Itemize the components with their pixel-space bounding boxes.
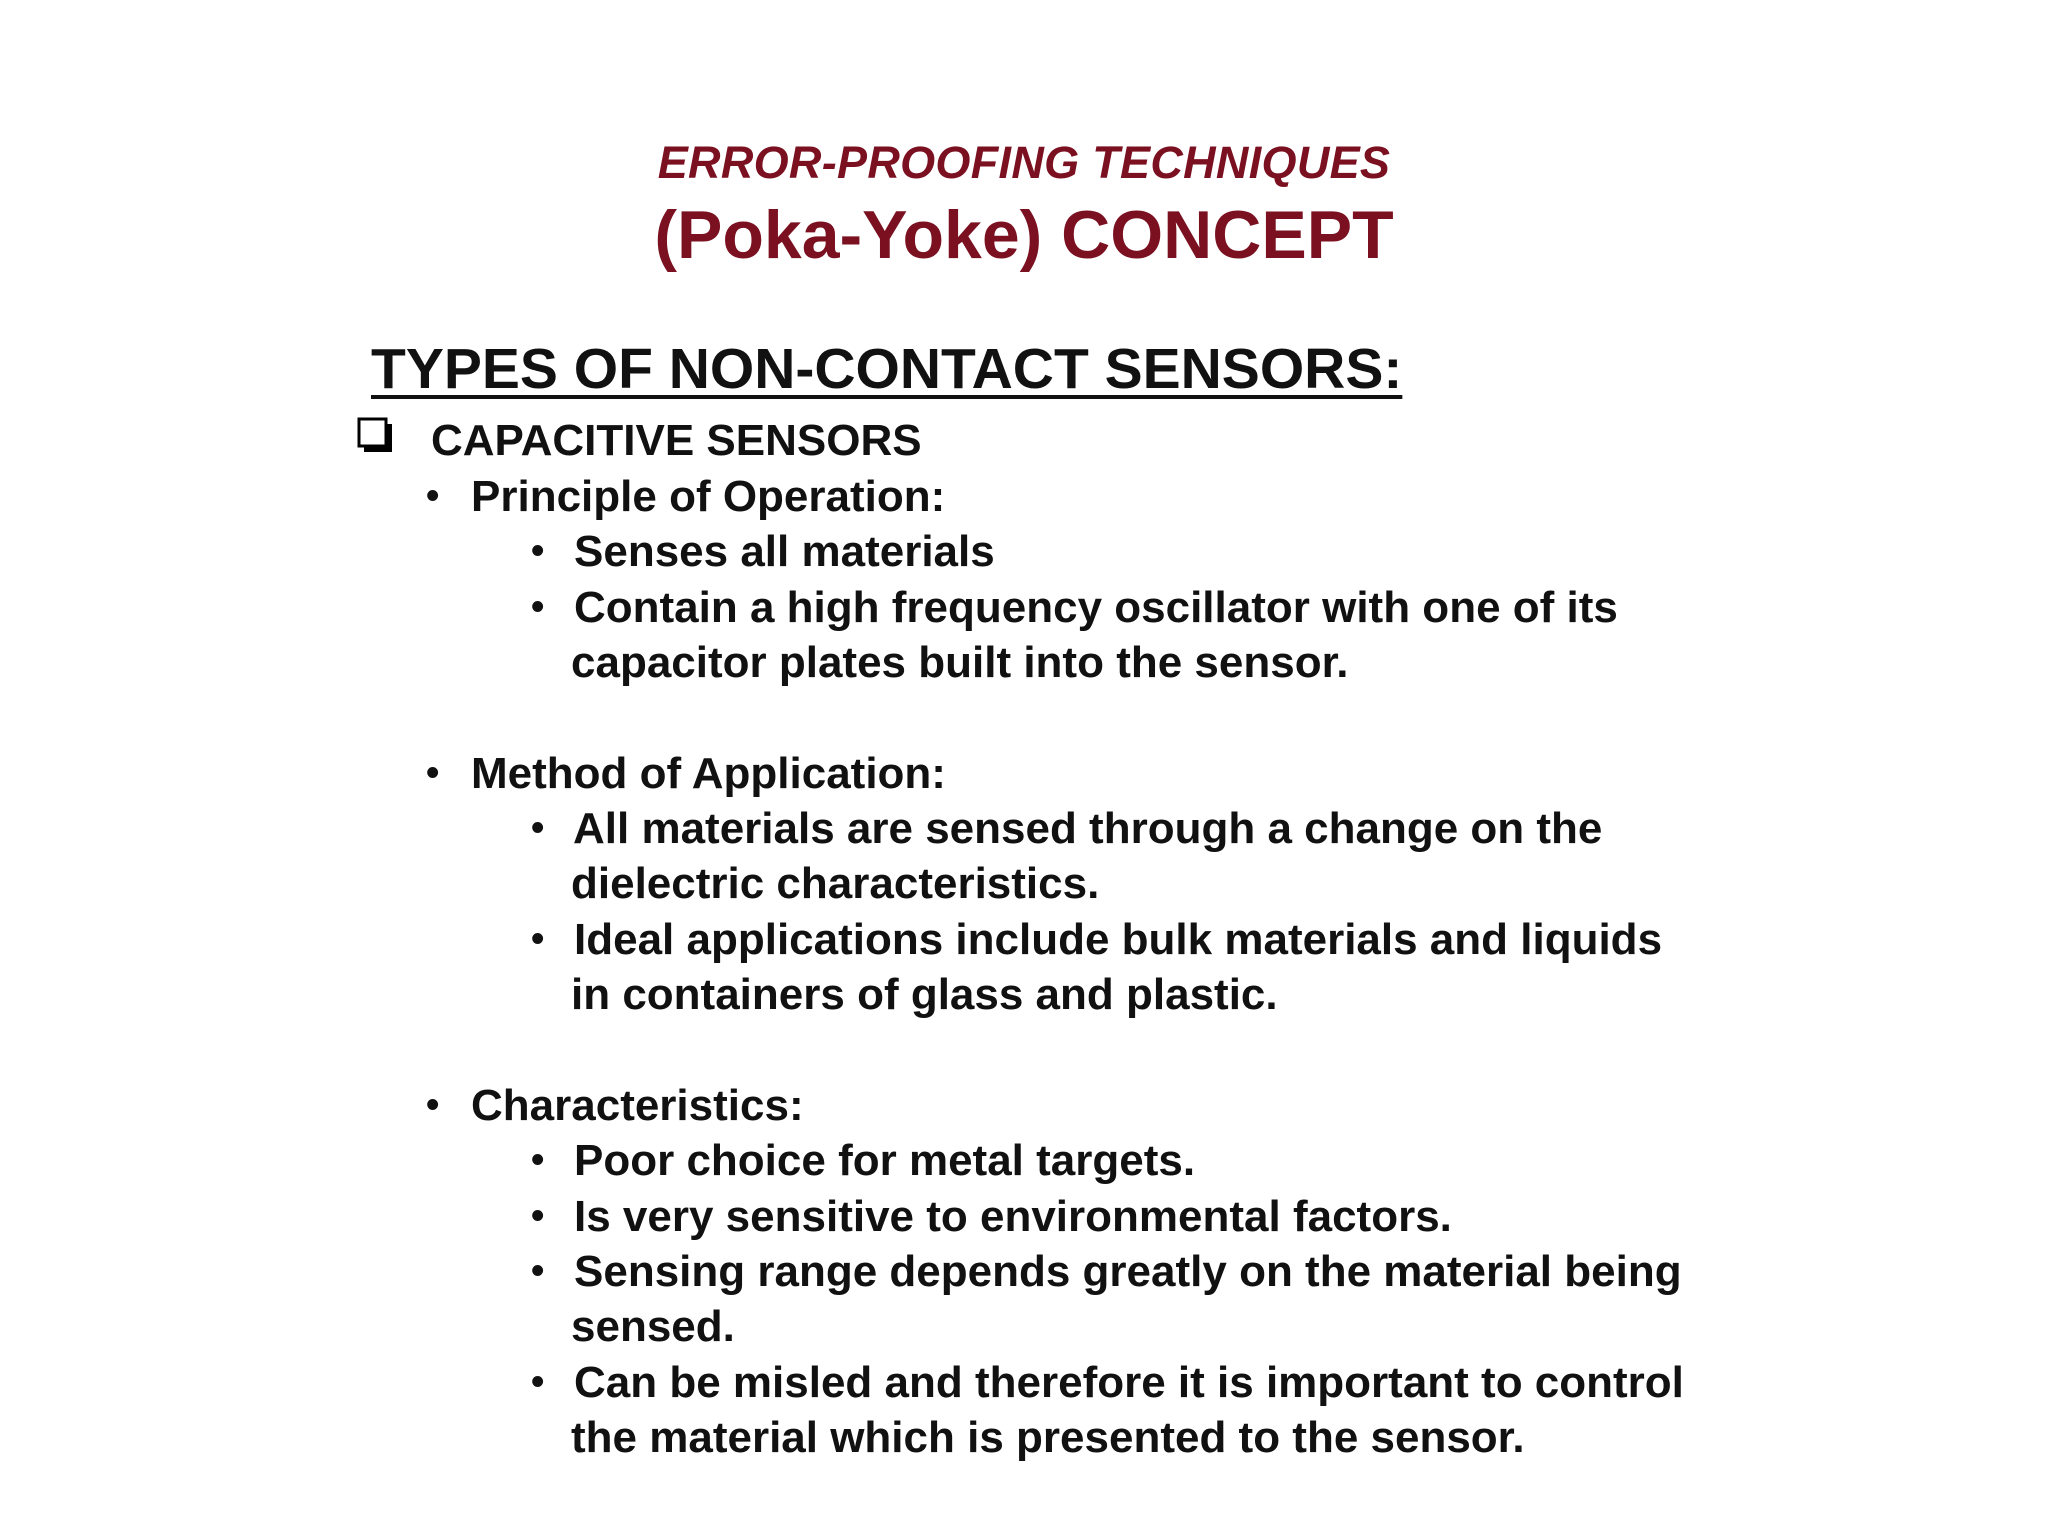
- bullet-marker: •: [531, 1250, 545, 1292]
- list-item: Is very sensitive to environmental factors.: [574, 1192, 1452, 1241]
- bullet-marker: •: [531, 586, 545, 628]
- list-item-continuation: dielectric characteristics.: [571, 859, 1100, 908]
- list-item: Senses all materials: [574, 527, 995, 576]
- group-title-method: Method of Application:: [471, 749, 946, 798]
- list-item-continuation: sensed.: [571, 1302, 735, 1351]
- capacitive-sensors-label: CAPACITIVE SENSORS: [431, 416, 922, 465]
- bullet-marker: •: [426, 1084, 440, 1126]
- bullet-marker: •: [531, 1139, 545, 1181]
- bullet-marker: •: [531, 1195, 545, 1237]
- list-item-continuation: capacitor plates built into the sensor.: [571, 638, 1349, 687]
- bullet-marker: •: [531, 530, 545, 572]
- group-title-characteristics: Characteristics:: [471, 1081, 804, 1130]
- bullet-marker: •: [426, 752, 440, 794]
- section-heading: TYPES OF NON-CONTACT SENSORS:: [371, 337, 1403, 401]
- bullet-marker: •: [531, 918, 545, 960]
- bullet-marker: •: [531, 1361, 545, 1403]
- list-item: Can be misled and therefore it is important to control: [574, 1358, 1684, 1407]
- slide-title-line1: ERROR-PROOFING TECHNIQUES: [657, 137, 1391, 188]
- list-item: All materials are sensed through a change on the: [573, 804, 1603, 853]
- list-item-continuation: the material which is presented to the sensor.: [571, 1413, 1525, 1462]
- list-item: Contain a high frequency oscillator with one of its: [574, 583, 1618, 632]
- bullet-marker: •: [531, 807, 545, 849]
- list-item: Poor choice for metal targets.: [574, 1136, 1196, 1185]
- slide-title-line2: (Poka-Yoke) CONCEPT: [654, 197, 1394, 273]
- list-item: Ideal applications include bulk materials and liquids: [574, 915, 1663, 964]
- bullet-marker: •: [426, 475, 440, 517]
- list-item-continuation: in containers of glass and plastic.: [571, 970, 1278, 1019]
- list-item: Sensing range depends greatly on the material being: [574, 1247, 1682, 1296]
- checkbox-icon: [357, 417, 393, 453]
- group-title-principle: Principle of Operation:: [471, 472, 946, 521]
